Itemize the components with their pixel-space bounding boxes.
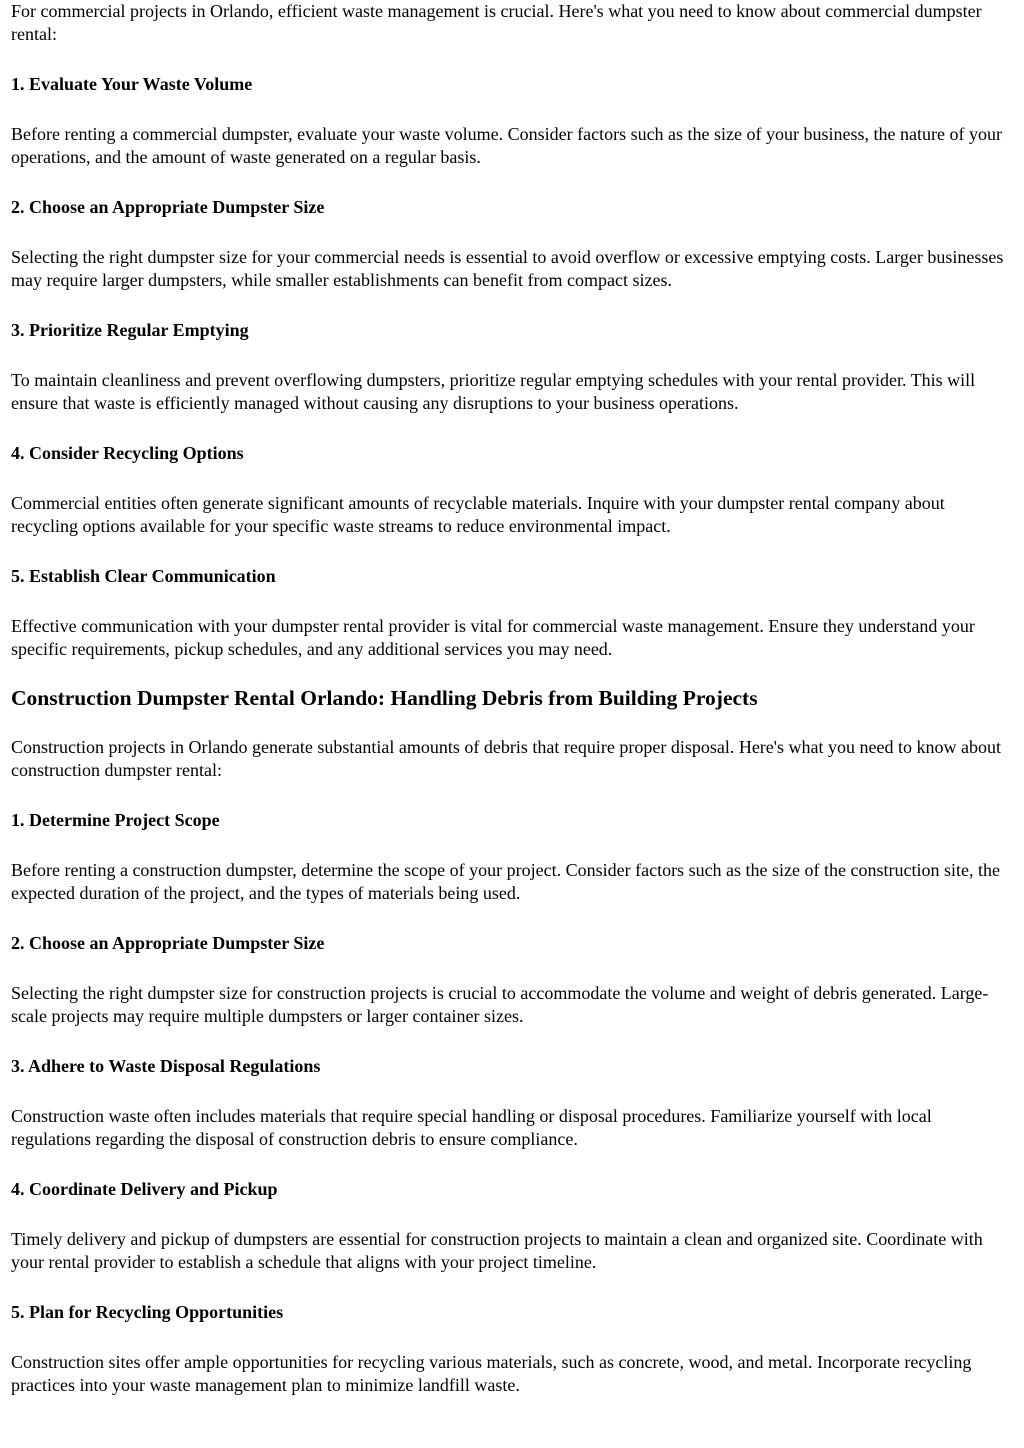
construction-section-title: Construction Dumpster Rental Orlando: Handling Debris from Building Projects (11, 686, 758, 710)
construction-step-body: Construction waste often includes materials that require special handling or disposal procedures. Familiarize yourself with local regulations regarding the disposal of construction debris to ensure compliance. (11, 1106, 932, 1149)
construction-step-body: Construction sites offer ample opportunities for recycling various materials, such as concrete, wood, and metal. Incorporate recycling practices into your waste management plan to minimize landfill waste. (11, 1352, 972, 1395)
construction-step-body: Before renting a construction dumpster, determine the scope of your project. Consider factors such as the size of the construction site, the expected duration of the project, and the types of materials being used. (11, 860, 1000, 903)
commercial-step-heading: 3. Prioritize Regular Emptying (11, 320, 249, 340)
commercial-step-body: Selecting the right dumpster size for your commercial needs is essential to avoid overflow or excessive emptying costs. Larger businesses may require larger dumpsters, while smaller establishments can benefit from compact sizes. (11, 247, 1004, 290)
construction-step-heading: 3. Adhere to Waste Disposal Regulations (11, 1056, 321, 1076)
commercial-intro: For commercial projects in Orlando, efficient waste management is crucial. Here's what you need to know about commercial dumpster rental: (11, 1, 982, 44)
commercial-step-body: Commercial entities often generate significant amounts of recyclable materials. Inquire with your dumpster rental company about recycling options available for your specific waste streams to reduce environmental impact. (11, 493, 945, 536)
construction-step-heading: 5. Plan for Recycling Opportunities (11, 1302, 284, 1322)
construction-step-body: Timely delivery and pickup of dumpsters are essential for construction projects to maintain a clean and organized site. Coordinate with your rental provider to establish a schedule that aligns with your project timeline. (11, 1229, 983, 1272)
commercial-step-heading: 2. Choose an Appropriate Dumpster Size (11, 197, 325, 217)
construction-step-heading: 4. Coordinate Delivery and Pickup (11, 1179, 278, 1199)
construction-intro: Construction projects in Orlando generate substantial amounts of debris that require proper disposal. Here's what you need to know about construction dumpster rental: (11, 737, 1001, 780)
construction-step-body: Selecting the right dumpster size for construction projects is crucial to accommodate the volume and weight of debris generated. Large-scale projects may require multiple dumpsters or larger container sizes. (11, 983, 989, 1026)
commercial-step-heading: 1. Evaluate Your Waste Volume (11, 74, 253, 94)
construction-step-heading: 1. Determine Project Scope (11, 810, 220, 830)
commercial-step-body: To maintain cleanliness and prevent overflowing dumpsters, prioritize regular emptying schedules with your rental provider. This will ensure that waste is efficiently managed without causing any disruptions to your business operations. (11, 370, 976, 413)
construction-section (11, 685, 1014, 1397)
construction-step-heading: 2. Choose an Appropriate Dumpster Size (11, 933, 325, 953)
commercial-step-heading: 5. Establish Clear Communication (11, 566, 276, 586)
commercial-section (11, 0, 1014, 661)
commercial-step-body: Before renting a commercial dumpster, evaluate your waste volume. Consider factors such as the size of your business, the nature of your operations, and the amount of waste generated on a regular basis. (11, 124, 1002, 167)
commercial-step-body: Effective communication with your dumpster rental provider is vital for commercial waste management. Ensure they understand your specific requirements, pickup schedules, and any additional services you may need. (11, 616, 975, 659)
commercial-step-heading: 4. Consider Recycling Options (11, 443, 244, 463)
